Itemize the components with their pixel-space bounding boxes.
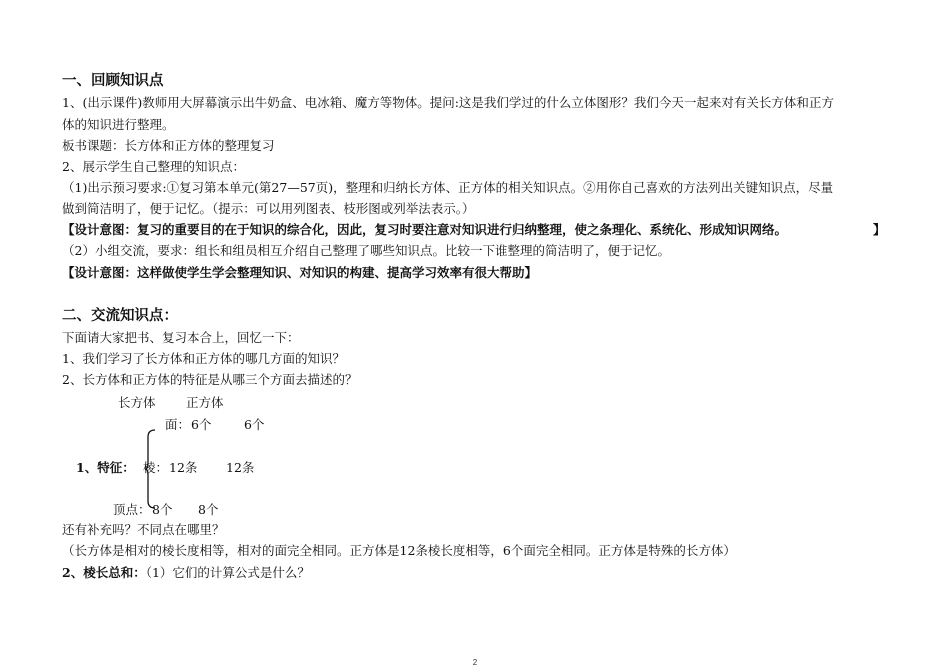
edges-label: 棱： <box>143 460 169 475</box>
vertices-label: 顶点： <box>113 502 151 517</box>
design-intent-1-close: 】 <box>873 222 886 237</box>
paragraph-3a: （1)出示预习要求:①复习第本单元(第27—57页)，整理和归纳长方体、正方体的相关知识点。②用你自己喜欢的方法列出关键知识点，尽量 <box>62 180 834 195</box>
question-2: 2、长方体和正方体的特征是从哪三个方面去描述的？ <box>62 372 358 387</box>
edges-cuboid: 12条 <box>169 460 198 475</box>
question-3: 还有补充吗？不同点在哪里？ <box>62 522 225 537</box>
faces-cuboid: 6个 <box>191 417 212 432</box>
edge-sum-label: 2、棱长总和： <box>62 565 146 580</box>
section1-heading: 一、回顾知识点 <box>62 72 164 89</box>
vertices-cube: 8个 <box>198 502 219 517</box>
faces-cube: 6个 <box>244 417 265 432</box>
feature-label: 1、特征： <box>76 460 135 475</box>
design-intent-1: 【设计意图：复习的重要目的在于知识的综合化，因此，复习时要注意对知识进行归纳整理，使之条理化、系统化、形成知识网络。 <box>62 222 788 237</box>
col-header-cube: 正方体 <box>186 395 224 410</box>
question-1: 1、我们学习了长方体和正方体的哪几方面的知识？ <box>62 351 345 366</box>
paragraph-3b: 做到简洁明了，便于记忆。（提示：可以用列图表、枝形图或列举法表示。） <box>62 201 475 216</box>
lesson-topic: 板书课题：长方体和正方体的整理复习 <box>62 138 275 153</box>
paragraph-4: （2）小组交流，要求：组长和组员相互介绍自己整理了哪些知识点。比较一下谁整理的简洁明了，便于记忆。 <box>62 243 670 258</box>
section2-intro: 下面请大家把书、复习本合上，回忆一下： <box>62 330 300 345</box>
paragraph-2: 2、展示学生自己整理的知识点： <box>62 159 245 174</box>
edge-sum-row <box>62 564 310 582</box>
edge-sum-question: （1）它们的计算公式是什么？ <box>145 565 310 580</box>
paragraph-1b: 体的知识进行整理。 <box>62 117 175 132</box>
col-header-cuboid: 长方体 <box>118 395 156 410</box>
design-intent-2: 【设计意图：这样做使学生学会整理知识、对知识的构建、提高学习效率有很大帮助】 <box>62 265 538 280</box>
vertices-cuboid: 8个 <box>152 502 173 517</box>
section2-heading: 二、交流知识点： <box>62 307 178 324</box>
paragraph-1a: 1、(出示课件)教师用大屏幕演示出牛奶盒、电冰箱、魔方等物体。提问:这是我们学过的什么立体图形？我们今天一起来对有关长方体和正方 <box>62 95 834 110</box>
faces-label: 面： <box>165 417 191 432</box>
page-number: 2 <box>472 658 478 667</box>
edges-cube: 12条 <box>226 460 255 475</box>
answer-text: （长方体是相对的棱长度相等，相对的面完全相同。正方体是12条棱长度相等，6个面完全相同。正方体是特殊的长方体） <box>62 543 736 558</box>
